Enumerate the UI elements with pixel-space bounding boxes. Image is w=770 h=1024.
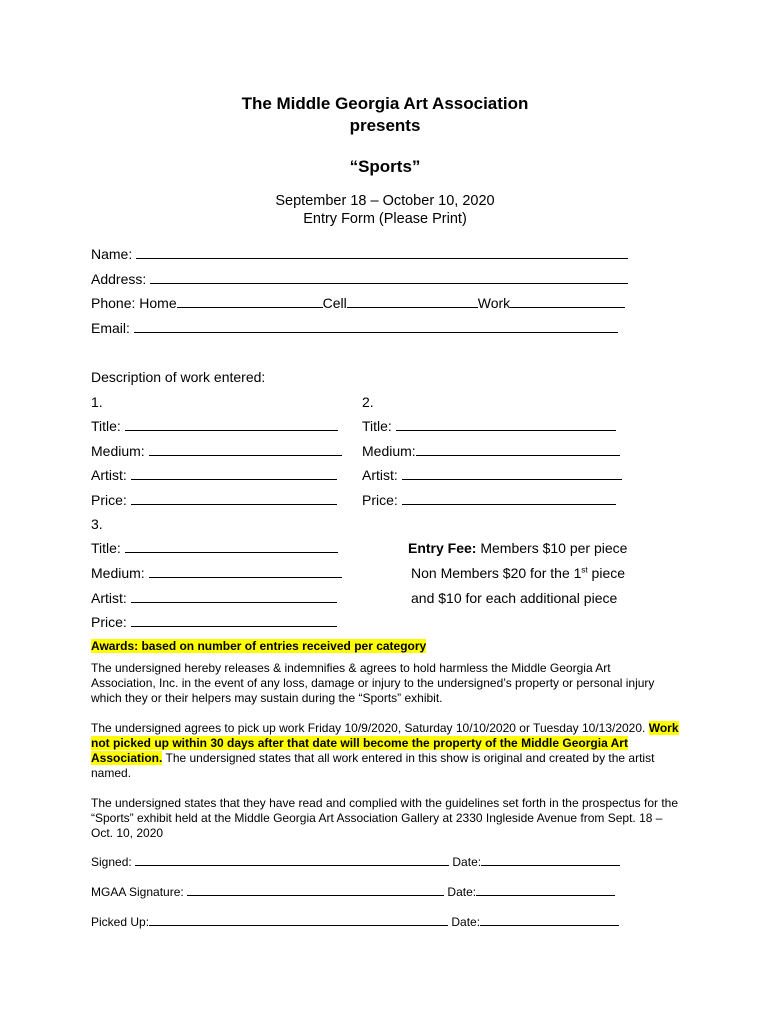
work1-price-line[interactable] [131, 492, 337, 505]
email-field[interactable] [91, 320, 618, 336]
form-title: Entry Form (Please Print) [303, 211, 467, 227]
artist-label: Artist: [362, 467, 398, 483]
artist-label: Artist: [91, 467, 127, 483]
org-title: The Middle Georgia Art Association [241, 94, 529, 113]
work-phone-line[interactable] [510, 295, 625, 308]
awards-text: Awards: based on number of entries received per category [91, 639, 427, 653]
work2-medium-field[interactable] [362, 443, 620, 459]
mgaa-date-line[interactable] [476, 885, 615, 896]
picked-up-field[interactable] [91, 915, 619, 929]
home-phone-line[interactable] [177, 295, 323, 308]
work1-artist-field[interactable] [91, 467, 337, 483]
work2-artist-field[interactable] [362, 467, 622, 483]
picked-label: Picked Up: [91, 915, 150, 929]
email-line[interactable] [134, 320, 618, 333]
work2-price-line[interactable] [402, 492, 616, 505]
date-label: Date: [452, 855, 482, 869]
price-label: Price: [362, 492, 398, 508]
work1-price-field[interactable] [91, 492, 337, 508]
date-label: Date: [447, 885, 477, 899]
pickup-dates-text: The undersigned agrees to pick up work Friday 10/9/2020, Saturday 10/10/2020 or Tuesday 10/13/2020. [91, 721, 646, 735]
date-label: Date: [451, 915, 481, 929]
entry-fee-label: Entry Fee: [408, 540, 477, 556]
non-members-fee-text: Non Members $20 for the 1 [411, 565, 582, 581]
entry-fee-line [408, 540, 627, 556]
medium-label: Medium: [91, 443, 145, 459]
title-label: Title: [91, 540, 121, 556]
originality-text: The undersigned states that all work entered in this show is original and created by the artist named. [91, 751, 655, 780]
work1-medium-field[interactable] [91, 443, 342, 459]
work3-title-line[interactable] [125, 540, 338, 553]
signed-line[interactable] [135, 855, 449, 866]
non-members-fee-sup: st [581, 565, 588, 575]
signed-field[interactable] [91, 855, 620, 869]
exhibit-dates: September 18 – October 10, 2020 [275, 193, 495, 209]
cell-label: Cell [322, 295, 347, 311]
additional-fee: and $10 for each additional piece [411, 590, 618, 606]
pickup-paragraph [91, 721, 681, 781]
work2-price-field[interactable] [362, 492, 616, 508]
work3-price-line[interactable] [131, 614, 337, 627]
name-line[interactable] [136, 246, 628, 259]
work3-artist-line[interactable] [131, 590, 337, 603]
work-number-1: 1. [91, 394, 103, 410]
pickup-warning: Work not picked up within 30 days after that date will become the property of the Middle Georgia Art Association. [91, 721, 679, 765]
artist-label: Artist: [91, 590, 127, 606]
work1-title-field[interactable] [91, 418, 338, 434]
non-members-fee-piece: piece [591, 565, 626, 581]
exhibit-title: “Sports” [349, 157, 421, 176]
phone-field[interactable] [91, 295, 625, 311]
work1-medium-line[interactable] [149, 443, 342, 456]
address-line[interactable] [150, 271, 628, 284]
price-label: Price: [91, 492, 127, 508]
picked-up-line[interactable] [149, 915, 448, 926]
work-label: Work [477, 295, 511, 311]
non-members-fee [411, 565, 625, 581]
title-label: Title: [362, 418, 392, 434]
work1-artist-line[interactable] [131, 467, 337, 480]
release-paragraph: The undersigned hereby releases & indemnifies & agrees to hold harmless the Middle Georgia Art Association, Inc. in the event of any loss, damage or injury to the undersigned’s property or personal injury which they or their helpers may sustain during the “Sports” exhibit. [91, 661, 655, 705]
work2-medium-line[interactable] [416, 443, 620, 456]
work1-title-line[interactable] [125, 418, 338, 431]
title-label: Title: [91, 418, 121, 434]
medium-label: Medium: [362, 443, 416, 459]
mgaa-signature-line[interactable] [187, 885, 444, 896]
address-field[interactable] [91, 271, 628, 287]
description-label: Description of work entered: [91, 369, 266, 385]
work3-medium-line[interactable] [149, 565, 342, 578]
email-label: Email: [91, 320, 130, 336]
cell-phone-line[interactable] [347, 295, 478, 308]
signed-label: Signed: [91, 855, 132, 869]
address-label: Address: [91, 271, 147, 287]
work3-price-field[interactable] [91, 614, 337, 630]
medium-label: Medium: [91, 565, 145, 581]
work-number-2: 2. [362, 394, 374, 410]
home-label: Home [139, 295, 177, 311]
signed-date-line[interactable] [481, 855, 620, 866]
work2-title-line[interactable] [396, 418, 616, 431]
name-field[interactable] [91, 246, 628, 262]
work3-title-field[interactable] [91, 540, 338, 556]
work2-artist-line[interactable] [402, 467, 622, 480]
name-label: Name: [91, 246, 133, 262]
work2-title-field[interactable] [362, 418, 616, 434]
guidelines-paragraph: The undersigned states that they have read and complied with the guidelines set forth in the prospectus for the “Sports” exhibit held at the Middle Georgia Art Association Gallery at 2330 Ingleside Avenue from Sept. 18 – Oct. 10, 2020 [91, 796, 679, 840]
work3-medium-field[interactable] [91, 565, 342, 581]
presents-text: presents [349, 116, 421, 135]
work-number-3: 3. [91, 516, 103, 532]
mgaa-label: MGAA Signature: [91, 885, 184, 899]
members-fee: Members $10 per piece [480, 540, 628, 556]
phone-label: Phone: [91, 295, 136, 311]
price-label: Price: [91, 614, 127, 630]
mgaa-signature-field[interactable] [91, 885, 615, 899]
work3-artist-field[interactable] [91, 590, 337, 606]
awards-notice [91, 639, 426, 653]
picked-date-line[interactable] [480, 915, 619, 926]
